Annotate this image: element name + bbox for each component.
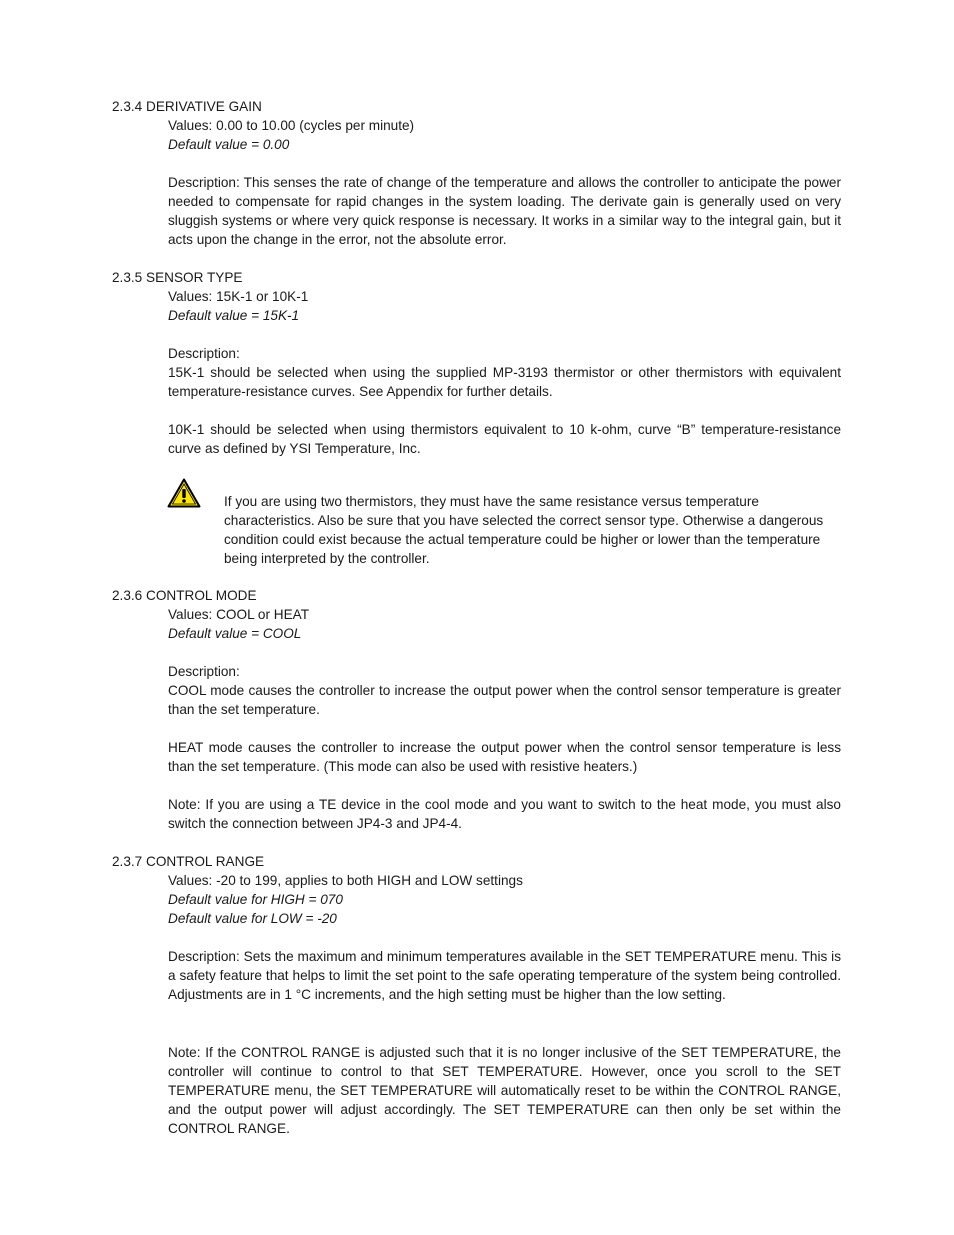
control-mode-note: Note: If you are using a TE device in the cool mode and you want to switch to the heat mode, you must also switch the connection between JP4-3 and JP4-4. bbox=[168, 797, 841, 831]
derivative-gain-block bbox=[168, 116, 841, 154]
sensor-type-paragraph-15k: 15K-1 should be selected when using the supplied MP-3193 thermistor or other thermistors with equivalent temperature-resistance curves. See Appendix for further details. bbox=[168, 365, 841, 399]
control-mode-description-label: Description: bbox=[168, 664, 240, 679]
control-mode-paragraph-cool: COOL mode causes the controller to increase the output power when the control sensor temperature is greater than the set temperature. bbox=[168, 683, 841, 717]
control-range-default-low: Default value for LOW = -20 bbox=[168, 911, 337, 926]
sensor-type-values: Values: 15K-1 or 10K-1 bbox=[168, 289, 309, 304]
warning-triangle-icon bbox=[167, 478, 201, 508]
section-heading-derivative-gain: 2.3.4 DERIVATIVE GAIN bbox=[112, 99, 262, 114]
control-range-note: Note: If the CONTROL RANGE is adjusted such that it is no longer inclusive of the SET TEMPERATURE, the controller will continue to control to that SET TEMPERATURE. However, once you scroll to the SET TEMPERATURE menu, the SET TEMPERATURE will automatically reset to be within the CONTROL RANGE, and the output power will adjust accordingly. The SET TEMPERATURE can then only be set within the CONTROL RANGE. bbox=[168, 1045, 841, 1136]
sensor-type-default: Default value = 15K-1 bbox=[168, 308, 300, 323]
control-range-default-high: Default value for HIGH = 070 bbox=[168, 892, 343, 907]
section-heading-control-mode: 2.3.6 CONTROL MODE bbox=[112, 588, 257, 603]
sensor-type-block bbox=[168, 287, 841, 325]
sensor-type-warning-text: If you are using two thermistors, they must have the same resistance versus temperature characteristics. Also be sure that you have selected the correct sensor type. Otherwise a dangerous condition could exist because the actual temperature could be higher or lower than the temperature being interpreted by the controller. bbox=[224, 494, 824, 566]
sensor-type-paragraph-10k: 10K-1 should be selected when using thermistors equivalent to 10 k-ohm, curve “B” temperature-resistance curve as defined by YSI Temperature, Inc. bbox=[168, 422, 841, 456]
derivative-gain-default: Default value = 0.00 bbox=[168, 137, 290, 152]
control-mode-default: Default value = COOL bbox=[168, 626, 302, 641]
control-range-description: Description: Sets the maximum and minimum temperatures available in the SET TEMPERATURE menu. This is a safety feature that helps to limit the set point to the safe operating temperature of the system being controlled. Adjustments are in 1 °C increments, and the high setting must be higher than the low setting. bbox=[168, 949, 841, 1002]
control-mode-paragraph-heat: HEAT mode causes the controller to increase the output power when the control sensor temperature is less than the set temperature. (This mode can also be used with resistive heaters.) bbox=[168, 740, 841, 774]
control-mode-block bbox=[168, 605, 841, 643]
control-mode-values: Values: COOL or HEAT bbox=[168, 607, 310, 622]
section-heading-control-range: 2.3.7 CONTROL RANGE bbox=[112, 854, 265, 869]
sensor-type-description-label: Description: bbox=[168, 346, 240, 361]
control-range-values: Values: -20 to 199, applies to both HIGH and LOW settings bbox=[168, 873, 523, 888]
control-range-block bbox=[168, 871, 841, 928]
section-heading-sensor-type: 2.3.5 SENSOR TYPE bbox=[112, 270, 243, 285]
derivative-gain-description: Description: This senses the rate of change of the temperature and allows the controller to anticipate the power needed to compensate for rapid changes in the system loading. The derivate gain is generally used on very sluggish systems or where very quick response is necessary. It works in a similar way to the integral gain, but it acts upon the change in the error, not the absolute error. bbox=[168, 175, 841, 247]
derivative-gain-values: Values: 0.00 to 10.00 (cycles per minute) bbox=[168, 118, 415, 133]
